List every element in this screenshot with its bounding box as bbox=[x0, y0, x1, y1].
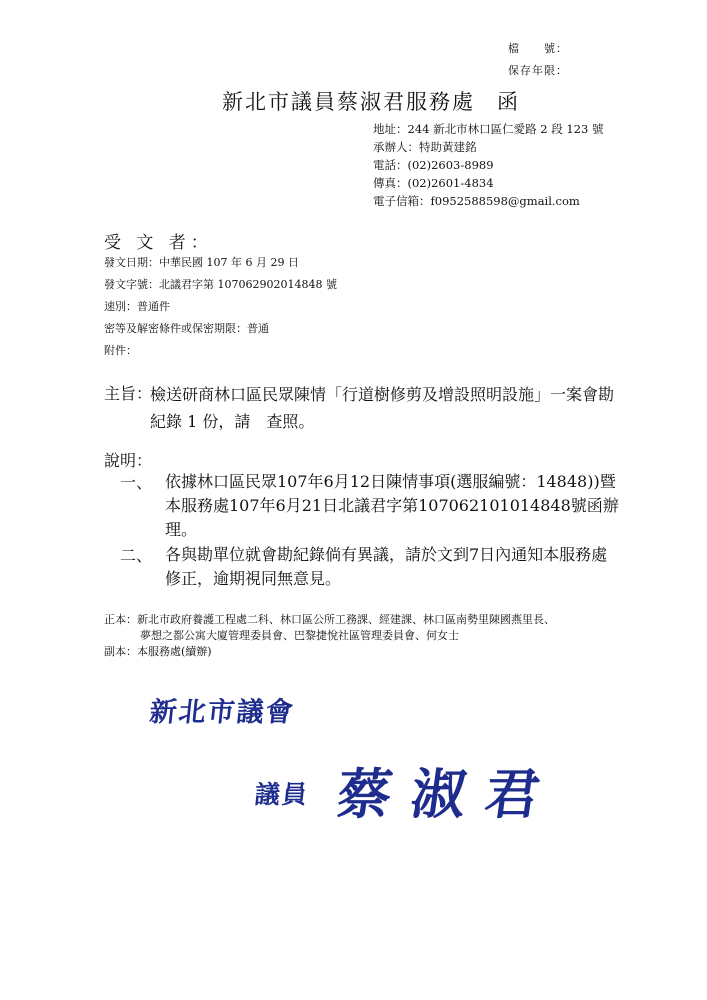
council-seal: 新北市議會 bbox=[148, 697, 297, 728]
recipient-label: 受 文 者： bbox=[104, 233, 213, 253]
retention-period-label: 保存年限： bbox=[508, 64, 568, 77]
contact-phone: 電話：(02)2603-8989 bbox=[373, 158, 494, 172]
issue-date: 發文日期：中華民國 107 年 6 月 29 日 bbox=[104, 256, 299, 269]
item-text: 依據林口區民眾107年6月12日陳情事項(選服編號：14848))暨本服務處107年6月21日北議君字第107062101014848號函辦理。 bbox=[165, 472, 619, 539]
contact-address: 地址：244 新北市林口區仁愛路 2 段 123 號 bbox=[373, 122, 604, 136]
copy-recipients: 副本：本服務處(續辦) bbox=[104, 645, 212, 658]
delivery-speed: 速別：普通件 bbox=[104, 300, 170, 313]
contact-fax: 傳真：(02)2601-4834 bbox=[373, 176, 494, 190]
item-number: 一、 bbox=[120, 473, 153, 492]
document-kind: 函 bbox=[497, 90, 520, 114]
item-text: 各與勘單位就會勘紀錄倘有異議，請於文到7日內通知本服務處修正，逾期視同無意見。 bbox=[165, 545, 608, 588]
security-level: 密等及解密條件或保密期限：普通 bbox=[104, 322, 269, 335]
document-number: 發文字號：北議君字第 107062902014848 號 bbox=[104, 278, 337, 291]
councilor-name-seal: 蔡淑君 bbox=[333, 763, 564, 826]
attachment-label: 附件： bbox=[104, 344, 137, 357]
original-recipients-line-1: 正本：新北市政府養護工程處二科、林口區公所工務課、經建課、林口區南勢里陳國燕里長、 bbox=[104, 613, 555, 626]
office-name: 新北市議員蔡淑君服務處 bbox=[222, 90, 475, 114]
subject-text: 檢送研商林口區民眾陳情「行道樹修剪及增設照明設施」一案會勘紀錄 1 份，請 查照。 bbox=[150, 385, 615, 431]
councilor-title-seal: 議員 bbox=[253, 780, 311, 809]
file-number-label: 檔 號： bbox=[508, 42, 568, 55]
document-title bbox=[222, 86, 520, 116]
original-recipients-line-2: 夢想之都公寓大廈管理委員會、巴黎捷悅社區管理委員會、何女士 bbox=[140, 629, 459, 642]
contact-handler: 承辦人：特助黃建銘 bbox=[373, 140, 477, 154]
subject-label: 主旨： bbox=[104, 384, 153, 403]
contact-email: 電子信箱：f0952588598@gmail.com bbox=[373, 194, 580, 208]
item-number: 二、 bbox=[120, 546, 153, 565]
description-label: 說明： bbox=[104, 451, 153, 470]
